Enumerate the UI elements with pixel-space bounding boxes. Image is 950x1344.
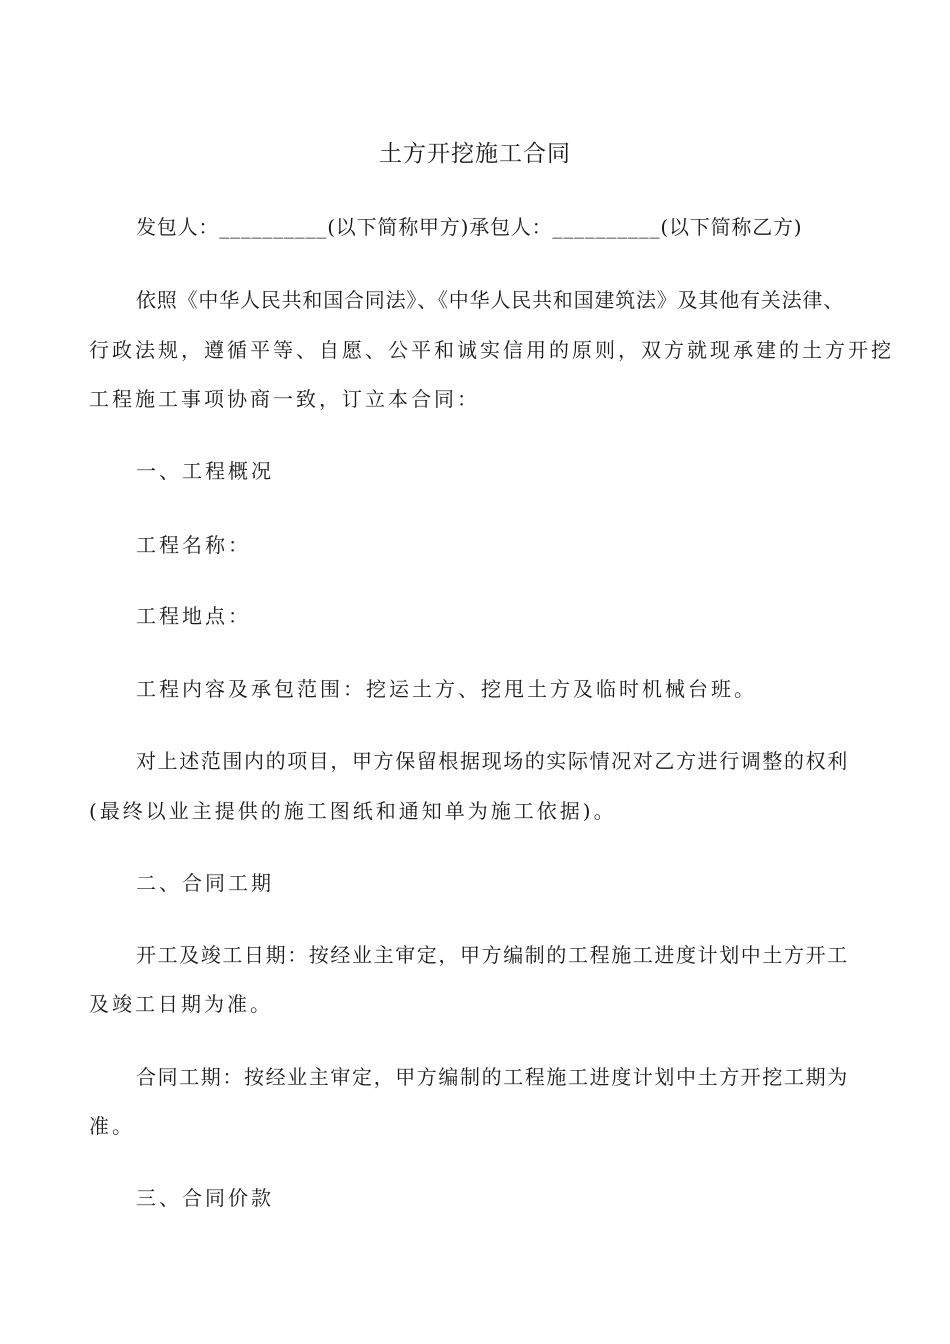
preamble-line-1: 依照《中华人民共和国合同法》、《中华人民共和国建筑法》及其他有关法律、 xyxy=(136,288,844,312)
section-heading-3: 三、合同价款 xyxy=(136,1186,274,1210)
section-heading-1: 一、工程概况 xyxy=(136,459,274,483)
section-heading-2: 二、合同工期 xyxy=(136,871,274,895)
duration-line-2: 准。 xyxy=(89,1114,135,1138)
preamble-line-2: 行政法规，遵循平等、自愿、公平和诚实信用的原则，双方就现承建的土方开挖 xyxy=(89,338,894,362)
duration-line-1: 合同工期：按经业主审定，甲方编制的工程施工进度计划中土方开挖工期为 xyxy=(136,1065,849,1089)
party-line: 发包人：__________(以下简称甲方)承包人：__________(以下简称乙方) xyxy=(136,215,803,239)
project-scope-line: 工程内容及承包范围：挖运土方、挖甩土方及临时机械台班。 xyxy=(136,677,757,701)
adjustment-line-1: 对上述范围内的项目，甲方保留根据现场的实际情况对乙方进行调整的权利 xyxy=(136,749,849,773)
adjustment-line-2: (最终以业主提供的施工图纸和通知单为施工依据)。 xyxy=(89,799,617,823)
schedule-line-2: 及竣工日期为准。 xyxy=(89,992,273,1016)
preamble-line-3: 工程施工事项协商一致，订立本合同： xyxy=(89,387,480,411)
schedule-line-1: 开工及竣工日期：按经业主审定，甲方编制的工程施工进度计划中土方开工 xyxy=(136,943,849,967)
document-title: 土方开挖施工合同 xyxy=(379,141,571,167)
project-name-line: 工程名称： xyxy=(136,533,251,557)
project-location-line: 工程地点： xyxy=(136,604,251,628)
